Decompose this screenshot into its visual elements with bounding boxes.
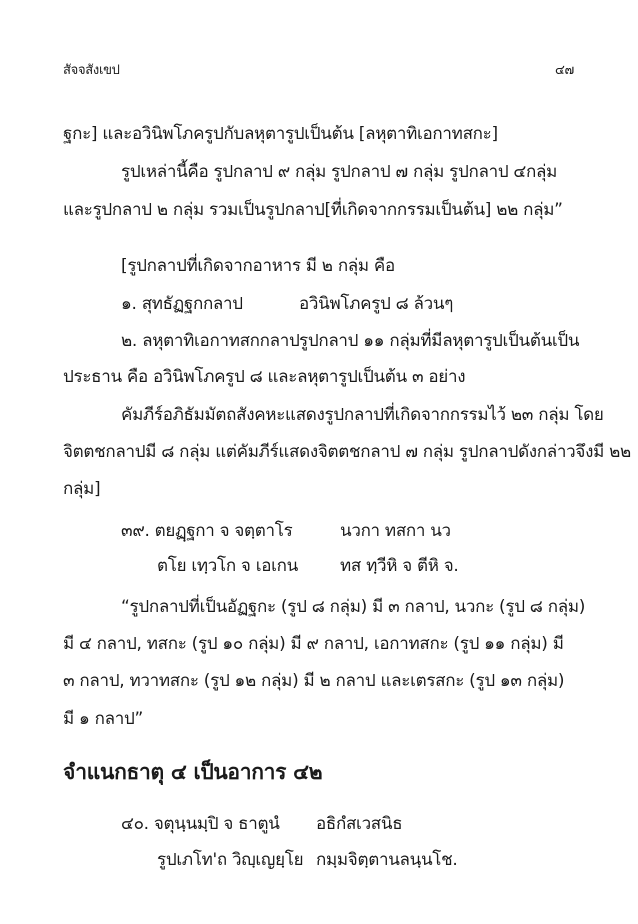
verse-39-line1-right: นวกา ทสกา นว (340, 521, 451, 541)
body-line: [รูปกลาปที่เกิดจากอาหาร มี ๒ กลุ่ม คือ (121, 256, 395, 276)
body-line: และรูปกลาป ๒ กลุ่ม รวมเป็นรูปกลาป[ที่เกิดจากกรรมเป็นต้น] ๒๒ กลุ่ม” (63, 200, 563, 220)
body-line: ประธาน คือ อวินิพโภครูป ๘ และลหุตารูปเป็นต้น ๓ อย่าง (63, 367, 466, 387)
body-line: มี ๔ กลาป, ทสกะ (รูป ๑๐ กลุ่ม) มี ๙ กลาป, เอกาทสกะ (รูป ๑๑ กลุ่ม) มี (63, 634, 564, 654)
verse-40-line1-left: ๔๐. จตุนฺนมฺปิ จ ธาตูนํ (121, 814, 280, 834)
verse-40-line1-right: อธิกํสเวสนิธ (316, 814, 403, 834)
body-line: คัมภีร์อภิธัมมัตถสังคหะแสดงรูปกลาปที่เกิดจากกรรมไว้ ๒๓ กลุ่ม โดย (121, 405, 604, 425)
body-line: มี ๑ กลาป” (63, 709, 143, 729)
verse-40-line2-left: รูปเภโท'ถ วิญฺเญยฺโย (157, 850, 304, 870)
section-heading: จำแนกธาตุ ๔ เป็นอาการ ๔๒ (63, 760, 323, 784)
body-line: ฐกะ] และอวินิพโภครูปกับลหุตารูปเป็นต้น [ลหุตาทิเอกาทสกะ] (63, 124, 498, 144)
list-item-left: ๒. ลหุตาทิเอกาทสกกลาป (121, 331, 300, 351)
verse-40-line2-right: กมฺมจิตฺตานลนฺนโช. (316, 850, 458, 870)
body-line: จิตตชกลาปมี ๘ กลุ่ม แต่คัมภีร์แสดงจิตตชกลาป ๗ กลุ่ม รูปกลาปดังกล่าวจึงมี ๒๒ (63, 442, 631, 462)
list-item-right: รูปกลาป ๑๑ กลุ่มที่มีลหุตารูปเป็นต้นเป็น (299, 331, 580, 351)
verse-39-line1-left: ๓๙. ตยฏฺฐกา จ จตฺตาโร (121, 521, 293, 541)
list-item-right: อวินิพโภครูป ๘ ล้วนๆ (299, 294, 454, 314)
body-line: “รูปกลาปที่เป็นอัฏฐกะ (รูป ๘ กลุ่ม) มี ๓ กลาป, นวกะ (รูป ๘ กลุ่ม) (121, 597, 586, 617)
body-line: ๓ กลาป, ทวาทสกะ (รูป ๑๒ กลุ่ม) มี ๒ กลาป และเตรสกะ (รูป ๑๓ กลุ่ม) (63, 671, 565, 691)
verse-39-line2-left: ตโย เทฺวโก จ เอเกน (157, 556, 298, 576)
body-line: รูปเหล่านี้คือ รูปกลาป ๙ กลุ่ม รูปกลาป ๗ กลุ่ม รูปกลาป ๔กลุ่ม (121, 162, 557, 182)
body-line: กลุ่ม] (63, 479, 101, 499)
verse-39-line2-right: ทส ทฺวีหิ จ ตีหิ จ. (340, 556, 459, 576)
list-item-left: ๑. สุทธัฏฐกกลาป (121, 294, 243, 314)
page-number: ๔๗ (554, 63, 574, 78)
running-header-title: สัจจสังเขป (63, 63, 120, 78)
